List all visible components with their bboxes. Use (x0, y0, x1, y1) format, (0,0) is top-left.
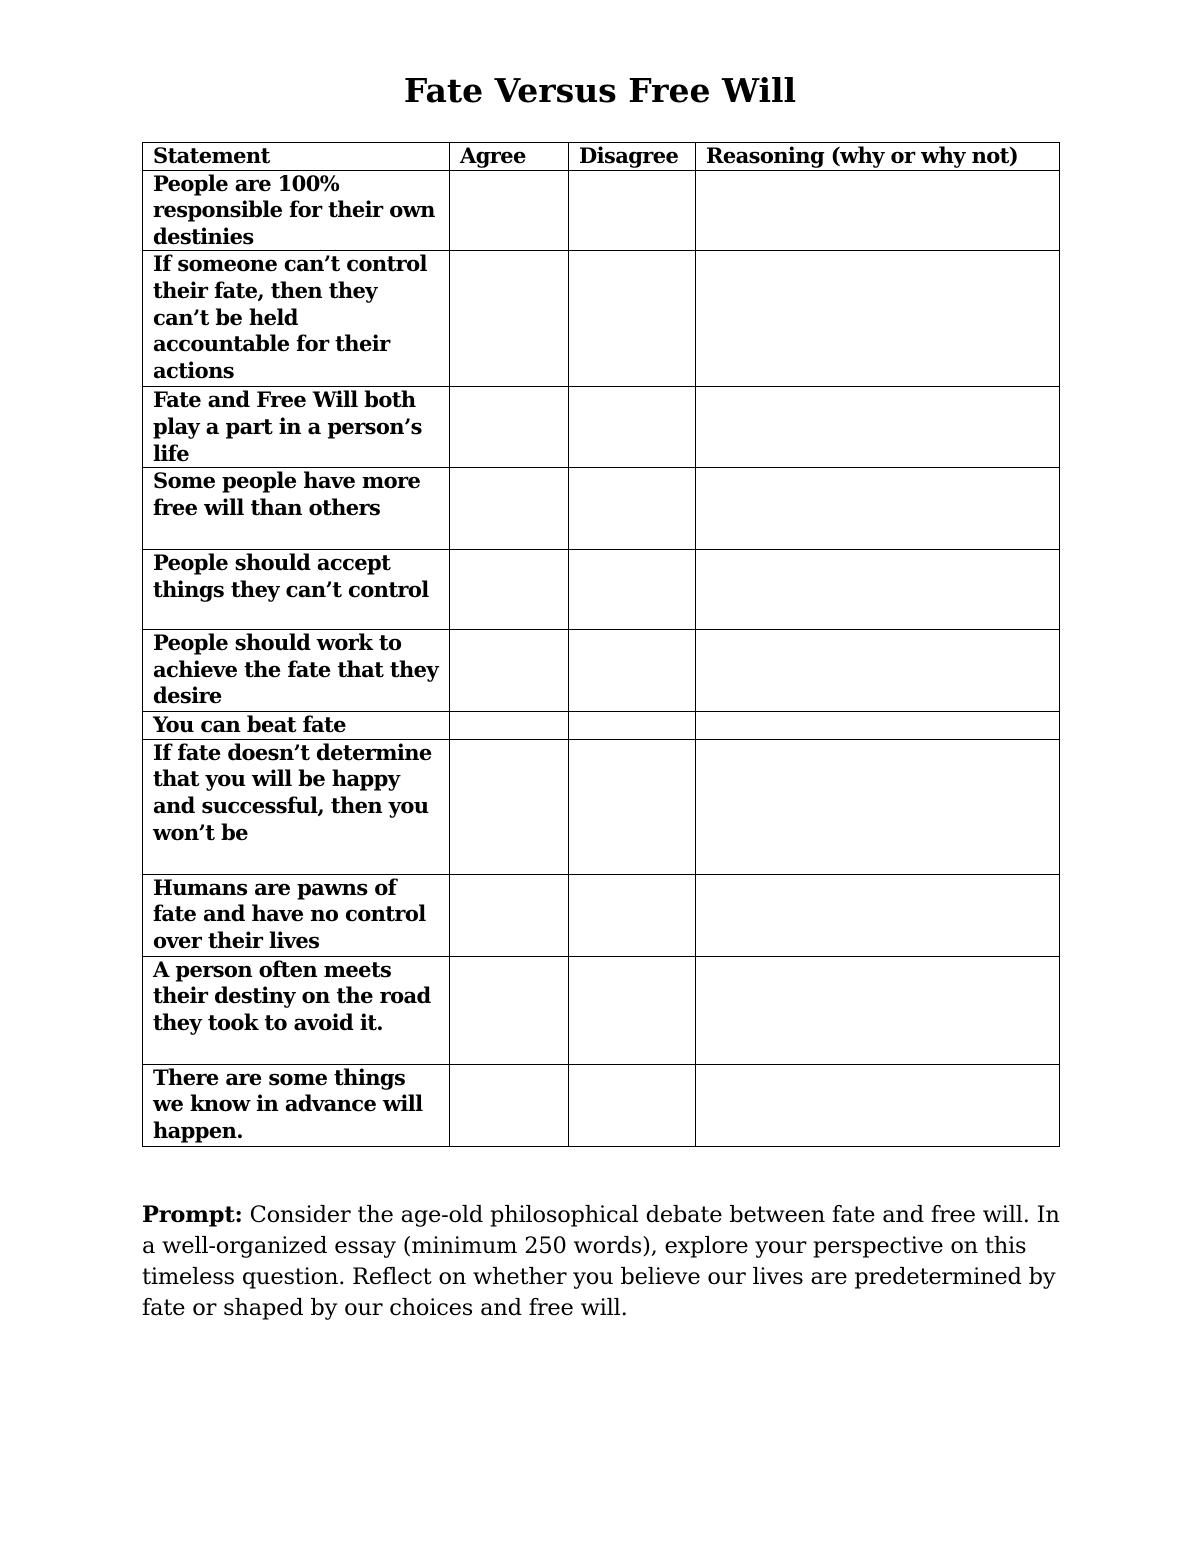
disagree-cell[interactable] (569, 170, 696, 251)
disagree-cell[interactable] (569, 387, 696, 468)
reasoning-cell[interactable] (696, 739, 1060, 874)
table-header-row (143, 143, 1060, 171)
statement-cell: People should work to achieve the fate that they desire (143, 630, 450, 712)
disagree-cell[interactable] (569, 739, 696, 874)
statement-cell: A person often meets their destiny on the road they took to avoid it. (143, 956, 450, 1064)
agree-cell[interactable] (450, 387, 569, 468)
agree-cell[interactable] (450, 170, 569, 251)
reasoning-cell[interactable] (696, 630, 1060, 712)
statement-cell: People should accept things they can’t control (143, 550, 450, 630)
statement-table (142, 142, 1060, 1147)
agree-cell[interactable] (450, 1064, 569, 1146)
reasoning-cell[interactable] (696, 251, 1060, 387)
table-row (143, 739, 1060, 874)
table-row (143, 874, 1060, 956)
disagree-cell[interactable] (569, 468, 696, 550)
agree-cell[interactable] (450, 251, 569, 387)
table-row (143, 630, 1060, 712)
header-agree: Agree (450, 143, 569, 171)
agree-cell[interactable] (450, 739, 569, 874)
reasoning-cell[interactable] (696, 712, 1060, 740)
disagree-cell[interactable] (569, 1064, 696, 1146)
table-row (143, 1064, 1060, 1146)
prompt-label: Prompt: (142, 1202, 243, 1228)
disagree-cell[interactable] (569, 874, 696, 956)
agree-cell[interactable] (450, 630, 569, 712)
table-row (143, 712, 1060, 740)
table-row (143, 387, 1060, 468)
agree-cell[interactable] (450, 712, 569, 740)
agree-cell[interactable] (450, 468, 569, 550)
statement-cell: You can beat fate (143, 712, 450, 740)
reasoning-cell[interactable] (696, 468, 1060, 550)
statement-cell: If fate doesn’t determine that you will be happy and successful, then you won’t be (143, 739, 450, 874)
disagree-cell[interactable] (569, 712, 696, 740)
reasoning-cell[interactable] (696, 550, 1060, 630)
statement-cell: Fate and Free Will both play a part in a person’s life (143, 387, 450, 468)
table-row (143, 550, 1060, 630)
prompt-text: Consider the age-old philosophical debate between fate and free will. In a well-organized essay (minimum 250 words), explore your perspective on this timeless question. Reflect on whether you believe our lives are predetermined by fate or shaped by our choices and free will. (142, 1202, 1060, 1321)
agree-cell[interactable] (450, 956, 569, 1064)
reasoning-cell[interactable] (696, 387, 1060, 468)
agree-cell[interactable] (450, 874, 569, 956)
header-disagree: Disagree (569, 143, 696, 171)
reasoning-cell[interactable] (696, 170, 1060, 251)
reasoning-cell[interactable] (696, 1064, 1060, 1146)
disagree-cell[interactable] (569, 550, 696, 630)
header-reasoning: Reasoning (why or why not) (696, 143, 1060, 171)
disagree-cell[interactable] (569, 251, 696, 387)
statement-cell: Some people have more free will than others (143, 468, 450, 550)
reasoning-cell[interactable] (696, 956, 1060, 1064)
disagree-cell[interactable] (569, 630, 696, 712)
header-statement: Statement (143, 143, 450, 171)
statement-cell: People are 100% responsible for their own destinies (143, 170, 450, 251)
reasoning-cell[interactable] (696, 874, 1060, 956)
table-row (143, 251, 1060, 387)
statement-cell: There are some things we know in advance will happen. (143, 1064, 450, 1146)
table-row (143, 956, 1060, 1064)
essay-prompt (142, 1200, 1062, 1324)
statement-cell: If someone can’t control their fate, then they can’t be held accountable for their actions (143, 251, 450, 387)
table-row (143, 170, 1060, 251)
statement-cell: Humans are pawns of fate and have no control over their lives (143, 874, 450, 956)
disagree-cell[interactable] (569, 956, 696, 1064)
table-row (143, 468, 1060, 550)
agree-cell[interactable] (450, 550, 569, 630)
page-title: Fate Versus Free Will (403, 71, 797, 110)
